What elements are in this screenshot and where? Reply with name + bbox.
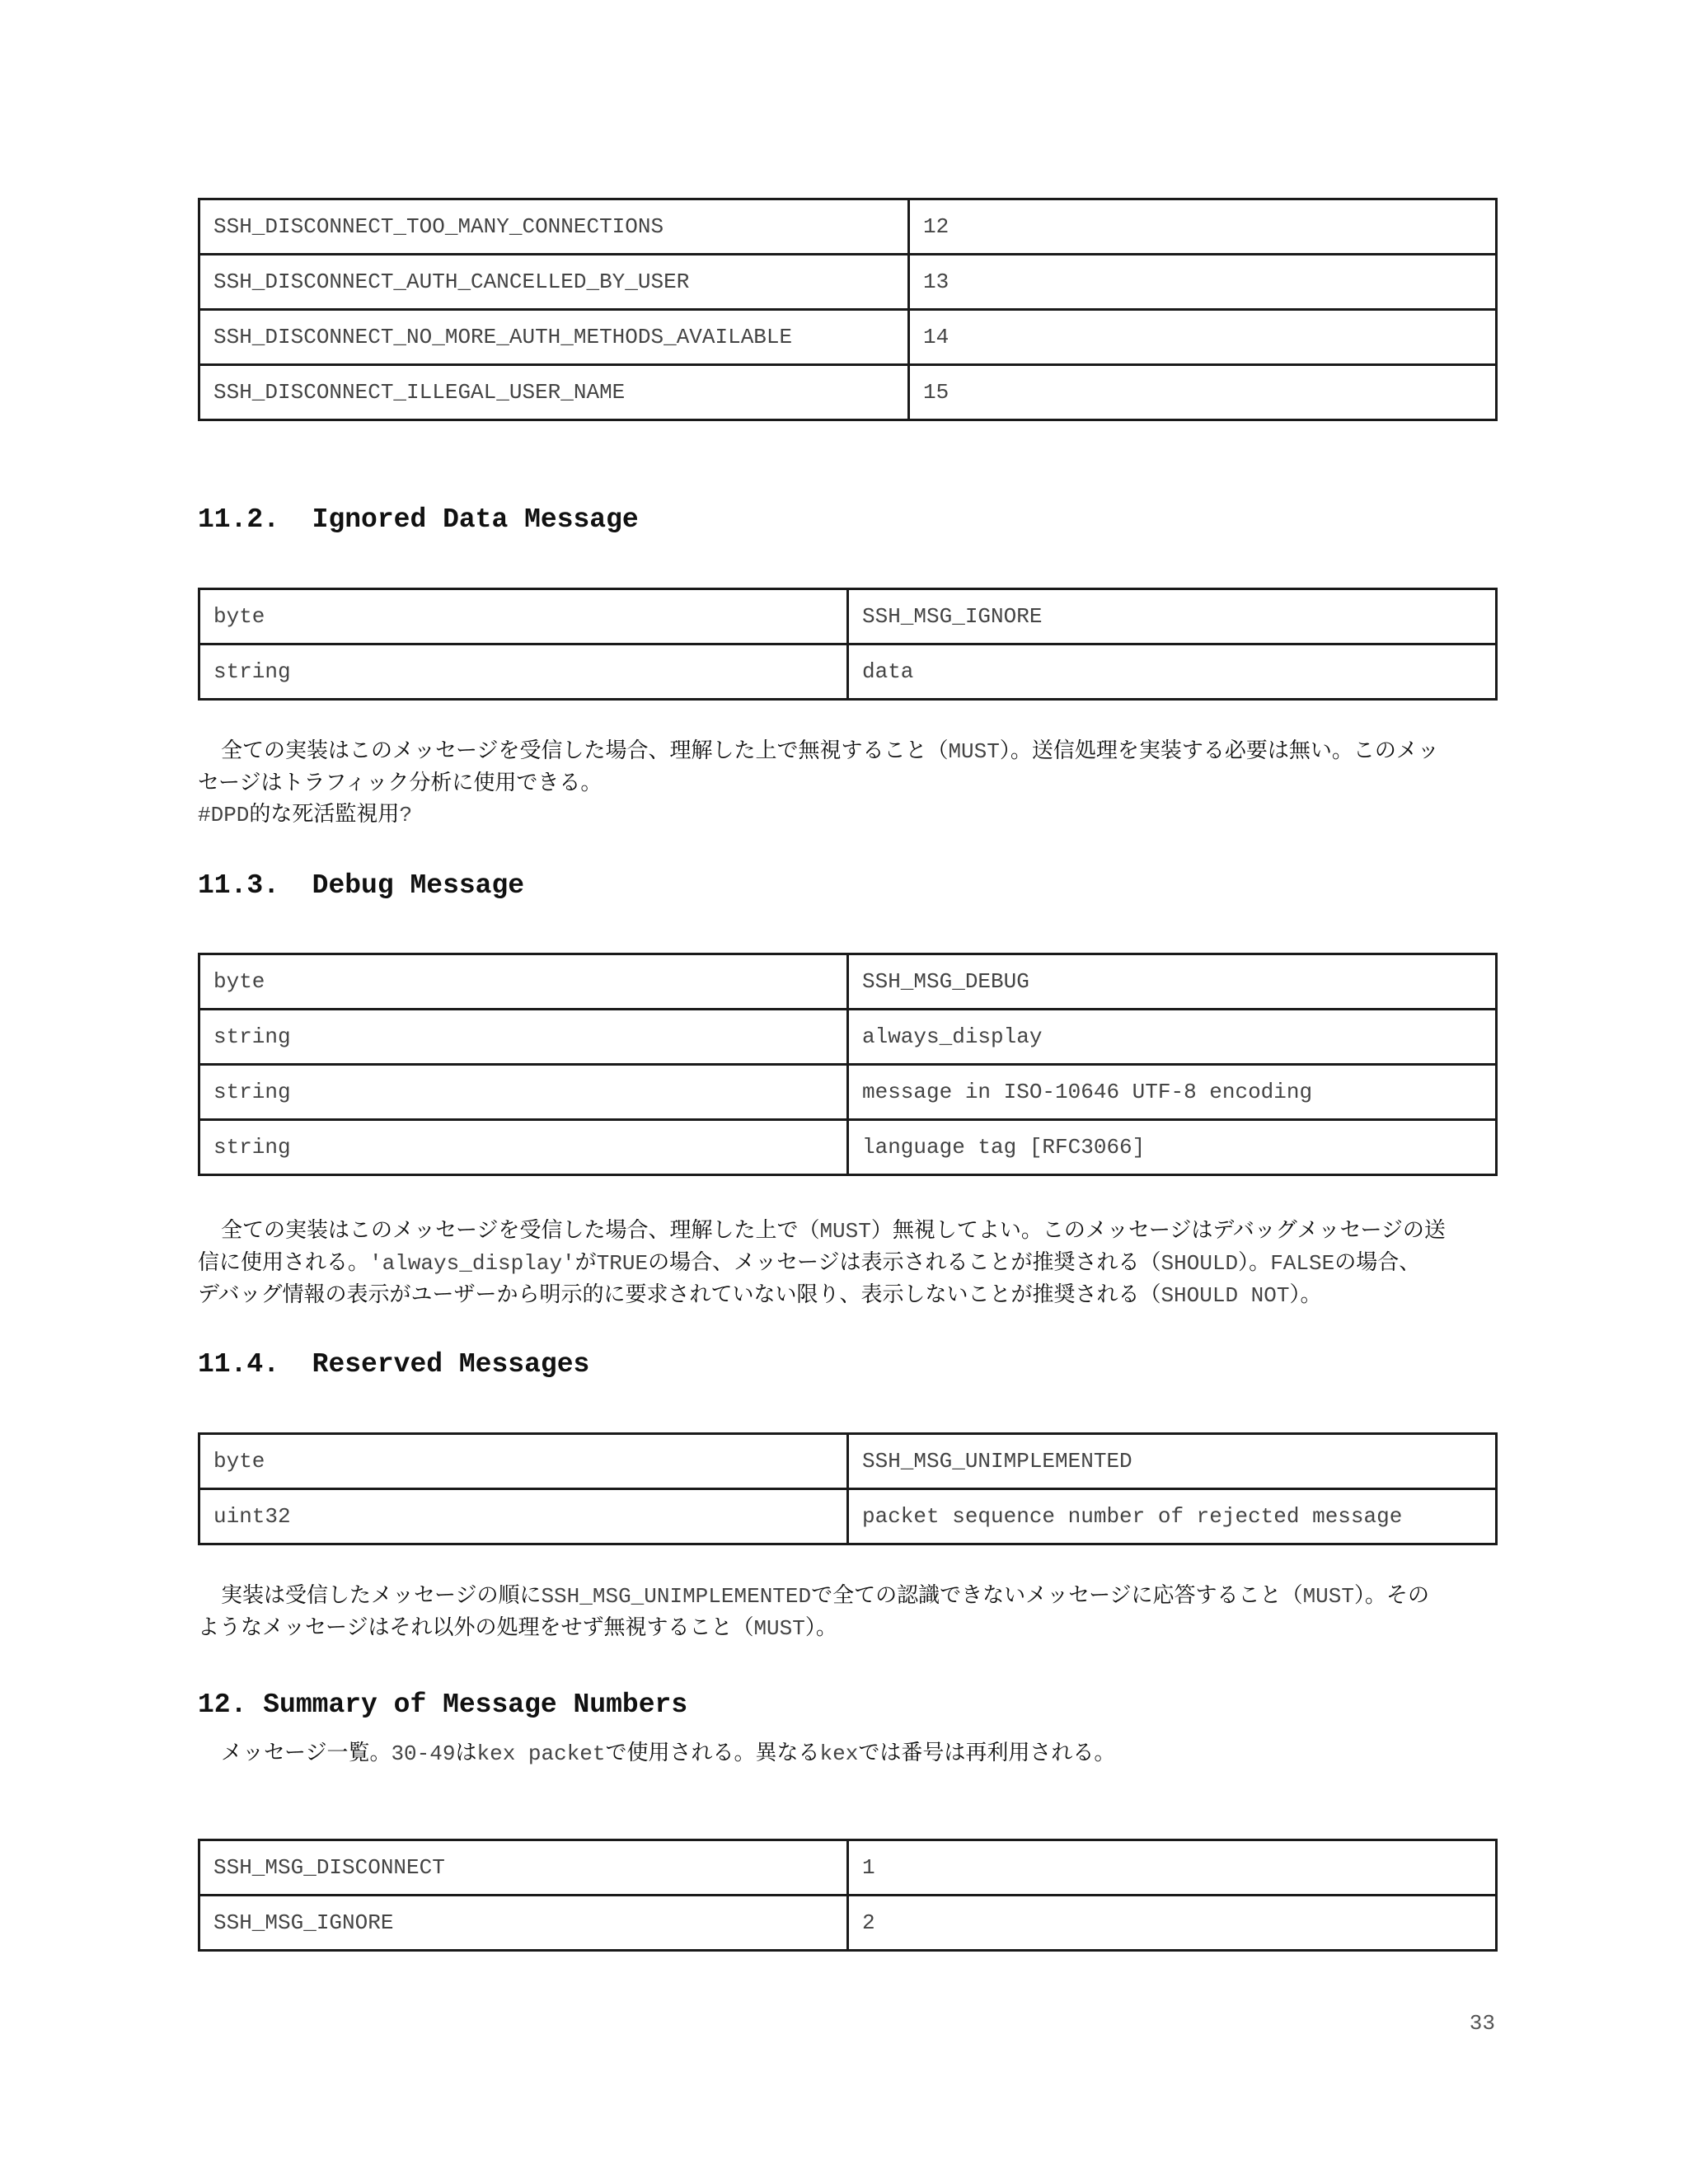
text-run: メッセージ一覧。 <box>221 1741 392 1765</box>
table-row <box>199 310 1497 365</box>
section-title: Summary of Message Numbers <box>263 1690 688 1720</box>
table-row <box>199 1840 1497 1896</box>
table-cell-type: string <box>199 1065 848 1120</box>
table-cell-value: 1 <box>848 1840 1497 1896</box>
text-run: 全ての実装はこのメッセージを受信した場合、理解した上で無視すること（ <box>221 738 949 763</box>
table-cell-field: language tag [RFC3066] <box>848 1120 1497 1175</box>
section-number: 11.3. <box>198 870 280 901</box>
paragraph-11-2 <box>198 735 1498 831</box>
code-kex: kex <box>819 1741 859 1766</box>
table-row <box>199 1434 1497 1489</box>
text-run: ）。 <box>1289 1282 1322 1307</box>
table-row <box>199 954 1497 1010</box>
table-cell-type: string <box>199 1120 848 1175</box>
table-cell-value: 12 <box>909 199 1497 255</box>
text-run: 実装は受信したメッセージの順に <box>221 1583 542 1608</box>
table-row <box>199 1065 1497 1120</box>
table-row <box>199 1489 1497 1544</box>
ignore-message-table <box>198 588 1498 701</box>
text-run: 全ての実装はこのメッセージを受信した場合、理解した上で（ <box>221 1218 820 1243</box>
section-number: 11.4. <box>198 1349 280 1380</box>
table-cell-name: SSH_MSG_DISCONNECT <box>199 1840 848 1896</box>
section-title: Debug Message <box>312 870 525 901</box>
code-ssh-msg-unimplemented: SSH_MSG_UNIMPLEMENTED <box>541 1584 812 1609</box>
text-run: で全ての認識できないメッセージに応答すること（ <box>811 1583 1303 1608</box>
table-cell-field: always_display <box>848 1010 1497 1065</box>
text-run: は <box>455 1741 477 1765</box>
table-cell-value: 2 <box>848 1896 1497 1951</box>
text-run: ? <box>399 803 413 827</box>
table-cell-type: byte <box>199 589 848 644</box>
table-cell-name: SSH_DISCONNECT_TOO_MANY_CONNECTIONS <box>199 199 909 255</box>
section-title: Reserved Messages <box>312 1349 590 1380</box>
section-heading-12 <box>198 1690 687 1720</box>
table-cell-field: packet sequence number of rejected message <box>848 1489 1497 1544</box>
table-cell-type: string <box>199 644 848 700</box>
table-cell-field: data <box>848 644 1497 700</box>
paragraph-11-3 <box>198 1215 1498 1311</box>
table-row <box>199 1120 1497 1175</box>
keyword-should: SHOULD <box>1160 1251 1239 1276</box>
section-title: Ignored Data Message <box>312 504 639 535</box>
table-cell-type: byte <box>199 954 848 1010</box>
table-cell-name: SSH_MSG_IGNORE <box>199 1896 848 1951</box>
paragraph-line <box>198 1279 1498 1311</box>
keyword-must: MUST <box>819 1219 871 1244</box>
table-row <box>199 644 1497 700</box>
table-cell-field: SSH_MSG_UNIMPLEMENTED <box>848 1434 1497 1489</box>
paragraph-line <box>198 1737 1498 1769</box>
text-run: ）。送信処理を実装する必要は無い。このメッ <box>999 738 1439 763</box>
keyword-must: MUST <box>1302 1584 1354 1609</box>
table-cell-name: SSH_DISCONNECT_ILLEGAL_USER_NAME <box>199 365 909 420</box>
text-run: ）無視してよい。このメッセージはデバッグメッセージの送 <box>870 1218 1446 1243</box>
text-run: ）。 <box>804 1615 837 1640</box>
table-cell-field: SSH_MSG_DEBUG <box>848 954 1497 1010</box>
section-heading-11-4 <box>198 1349 589 1380</box>
paragraph-12 <box>198 1737 1498 1769</box>
paragraph-line <box>198 735 1498 767</box>
table-row <box>199 255 1497 310</box>
text-run: デバッグ情報の表示がユーザーから明示的に要求されていない限り、表示しないことが推奨される（ <box>198 1282 1161 1307</box>
text-run: ようなメッセージはそれ以外の処理をせず無視すること（ <box>198 1615 754 1640</box>
text-run: #DPD <box>198 803 250 827</box>
text-run: では番号は再利用される。 <box>858 1741 1116 1765</box>
text-run: ）。その <box>1353 1583 1429 1608</box>
disconnect-codes-table <box>198 198 1498 421</box>
table-cell-name: SSH_DISCONNECT_NO_MORE_AUTH_METHODS_AVAILABLE <box>199 310 909 365</box>
text-run: で使用される。異なる <box>605 1741 820 1765</box>
paragraph-line <box>198 799 1498 831</box>
section-heading-11-2 <box>198 504 639 535</box>
table-cell-field: SSH_MSG_IGNORE <box>848 589 1497 644</box>
text-run: ）。 <box>1238 1250 1271 1275</box>
keyword-must: MUST <box>753 1616 805 1641</box>
table-cell-type: string <box>199 1010 848 1065</box>
paragraph-line <box>198 1580 1498 1612</box>
table-row <box>199 589 1497 644</box>
code-false: FALSE <box>1270 1251 1335 1276</box>
paragraph-line <box>198 1612 1498 1644</box>
table-row <box>199 1010 1497 1065</box>
table-cell-value: 13 <box>909 255 1497 310</box>
text-run: の場合、 <box>1334 1250 1421 1275</box>
section-number: 11.2. <box>198 504 280 535</box>
table-cell-type: uint32 <box>199 1489 848 1544</box>
paragraph-line: セージはトラフィック分析に使用できる。 <box>198 771 603 795</box>
section-number: 12. <box>198 1690 247 1720</box>
table-row <box>199 1896 1497 1951</box>
section-heading-11-3 <box>198 870 524 901</box>
table-cell-name: SSH_DISCONNECT_AUTH_CANCELLED_BY_USER <box>199 255 909 310</box>
code-kex-packet: kex packet <box>476 1741 606 1766</box>
table-cell-value: 15 <box>909 365 1497 420</box>
text-run: 信に使用される。 <box>198 1250 370 1275</box>
table-cell-field: message in ISO-10646 UTF-8 encoding <box>848 1065 1497 1120</box>
keyword-must: MUST <box>948 739 1000 764</box>
text-run: の場合、メッセージは表示されることが推奨される（ <box>648 1250 1161 1275</box>
table-cell-value: 14 <box>909 310 1497 365</box>
table-row <box>199 199 1497 255</box>
table-cell-type: byte <box>199 1434 848 1489</box>
code-range: 30-49 <box>391 1741 456 1766</box>
text-run: 的な死活監視用 <box>249 802 400 827</box>
table-row <box>199 365 1497 420</box>
code-always-display: 'always_display' <box>369 1251 575 1276</box>
code-true: TRUE <box>596 1251 649 1276</box>
debug-message-table <box>198 953 1498 1176</box>
paragraph-line <box>198 1215 1498 1247</box>
keyword-should-not: SHOULD NOT <box>1160 1283 1290 1308</box>
page-number: 33 <box>1469 2011 1495 2036</box>
paragraph-11-4 <box>198 1580 1498 1644</box>
message-numbers-table <box>198 1839 1498 1952</box>
paragraph-line <box>198 1247 1498 1279</box>
unimplemented-message-table <box>198 1432 1498 1545</box>
text-run: が <box>574 1250 597 1275</box>
